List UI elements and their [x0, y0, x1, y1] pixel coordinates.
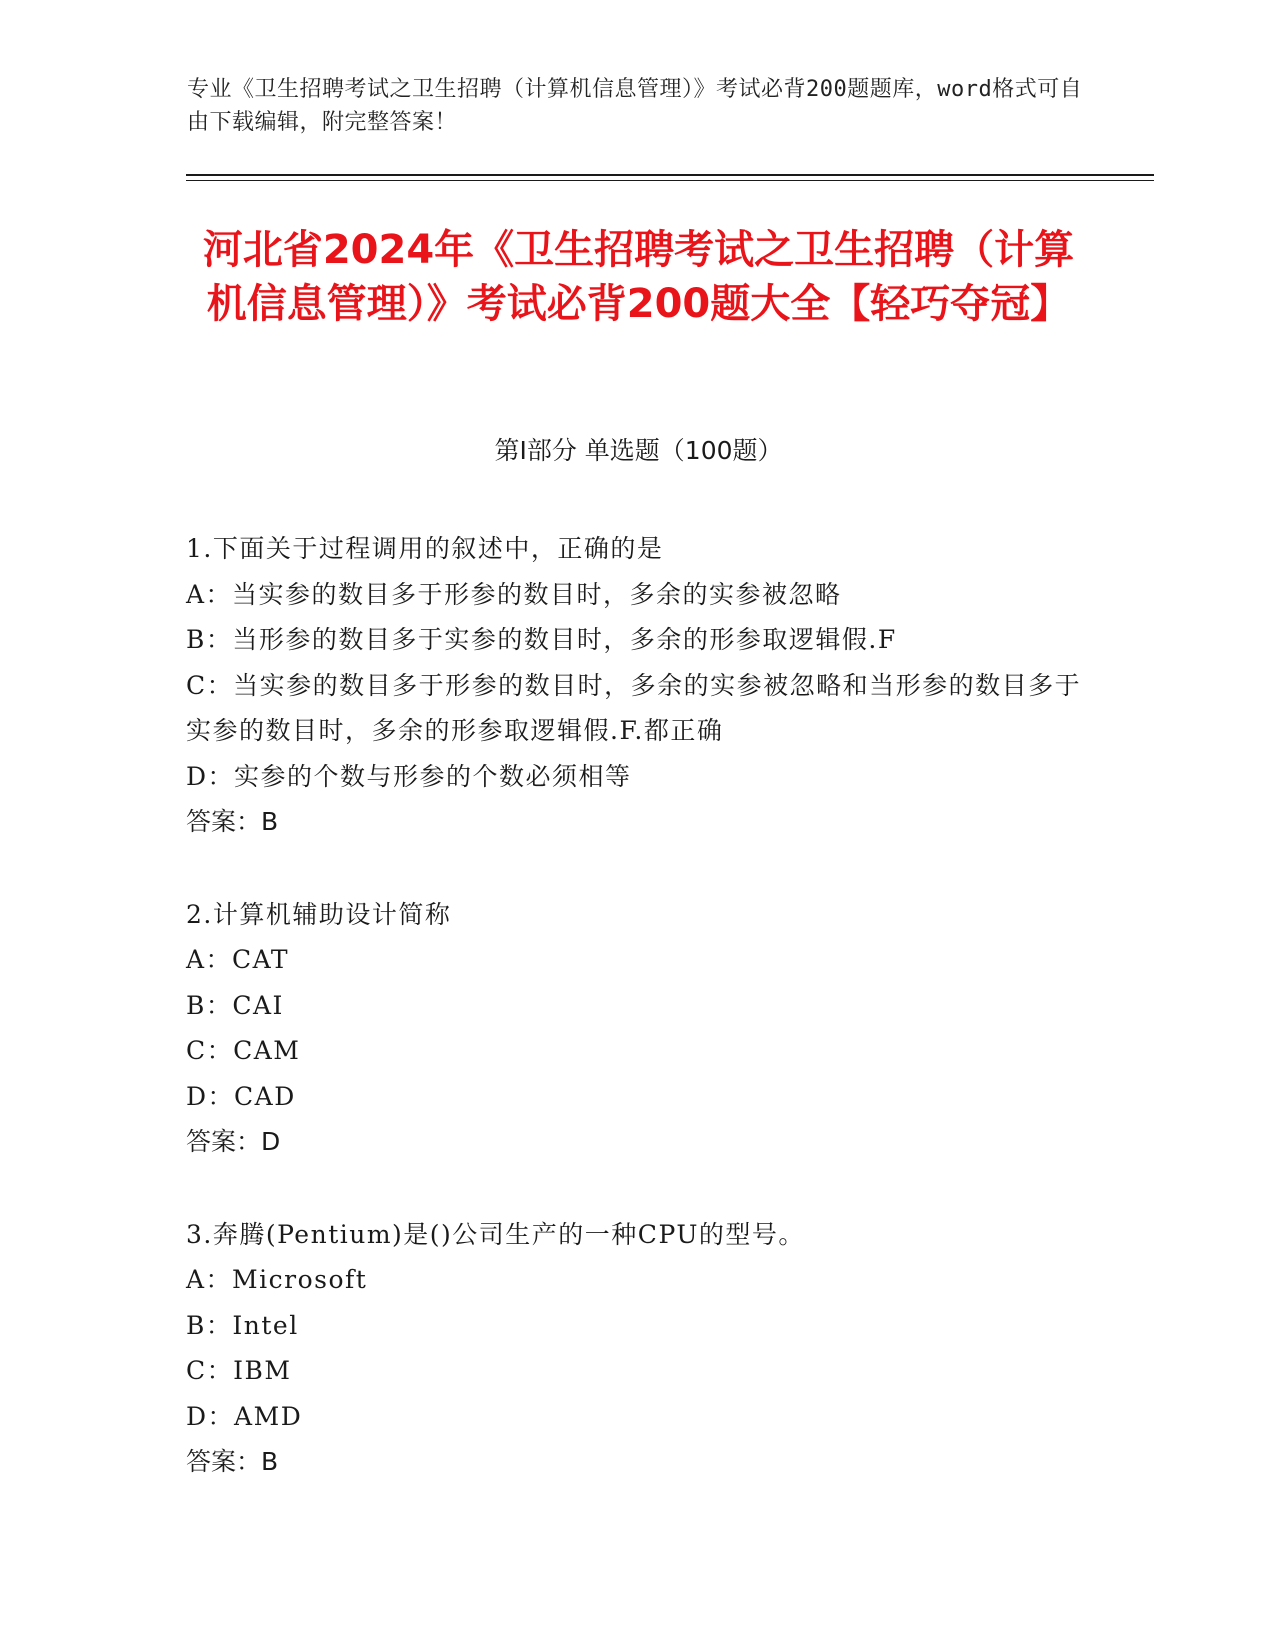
answer: 答案：B: [186, 1447, 279, 1476]
section-title: 第I部分 单选题（100题）: [494, 436, 783, 465]
option-d: D：实参的个数与形参的个数必须相等: [186, 761, 632, 791]
question-list: [186, 526, 1091, 1532]
option-d: D：AMD: [186, 1401, 303, 1431]
question-1: [186, 526, 1091, 845]
option-b: B：CAI: [186, 990, 284, 1020]
option-a: A：CAT: [186, 945, 290, 974]
answer: 答案：D: [186, 1127, 281, 1156]
option-b: B：当形参的数目多于实参的数目时，多余的形参取逻辑假.F: [186, 625, 897, 654]
question-2: [186, 892, 1091, 1165]
header-note: 专业《卫生招聘考试之卫生招聘（计算机信息管理）》考试必背200题题库，word格式可自由下载编辑，附完整答案！: [187, 77, 1083, 135]
question-3: [186, 1212, 1091, 1485]
option-a: A：当实参的数目多于形参的数目时，多余的实参被忽略: [186, 579, 842, 609]
header-divider-thick: [186, 174, 1154, 176]
option-b: B：Intel: [186, 1310, 299, 1340]
document-title: 河北省2024年《卫生招聘考试之卫生招聘（计算机信息管理）》考试必背200题大全【轻巧夺冠】: [202, 227, 1075, 327]
option-a: A：Microsoft: [186, 1265, 368, 1294]
option-c: C：当实参的数目多于形参的数目时，多余的实参被忽略和当形参的数目多于实参的数目时，多余的形参取逻辑假.F.都正确: [186, 670, 1082, 745]
question-stem: 1.下面关于过程调用的叙述中，正确的是: [186, 534, 664, 563]
header-divider-thin: [186, 180, 1154, 181]
question-stem: 2.计算机辅助设计简称: [186, 899, 452, 929]
option-d: D：CAD: [186, 1081, 296, 1111]
question-stem: 3.奔腾(Pentium)是()公司生产的一种CPU的型号。: [186, 1219, 805, 1249]
option-c: C：IBM: [186, 1356, 292, 1385]
answer: 答案：B: [186, 807, 279, 836]
option-c: C：CAM: [186, 1036, 301, 1065]
